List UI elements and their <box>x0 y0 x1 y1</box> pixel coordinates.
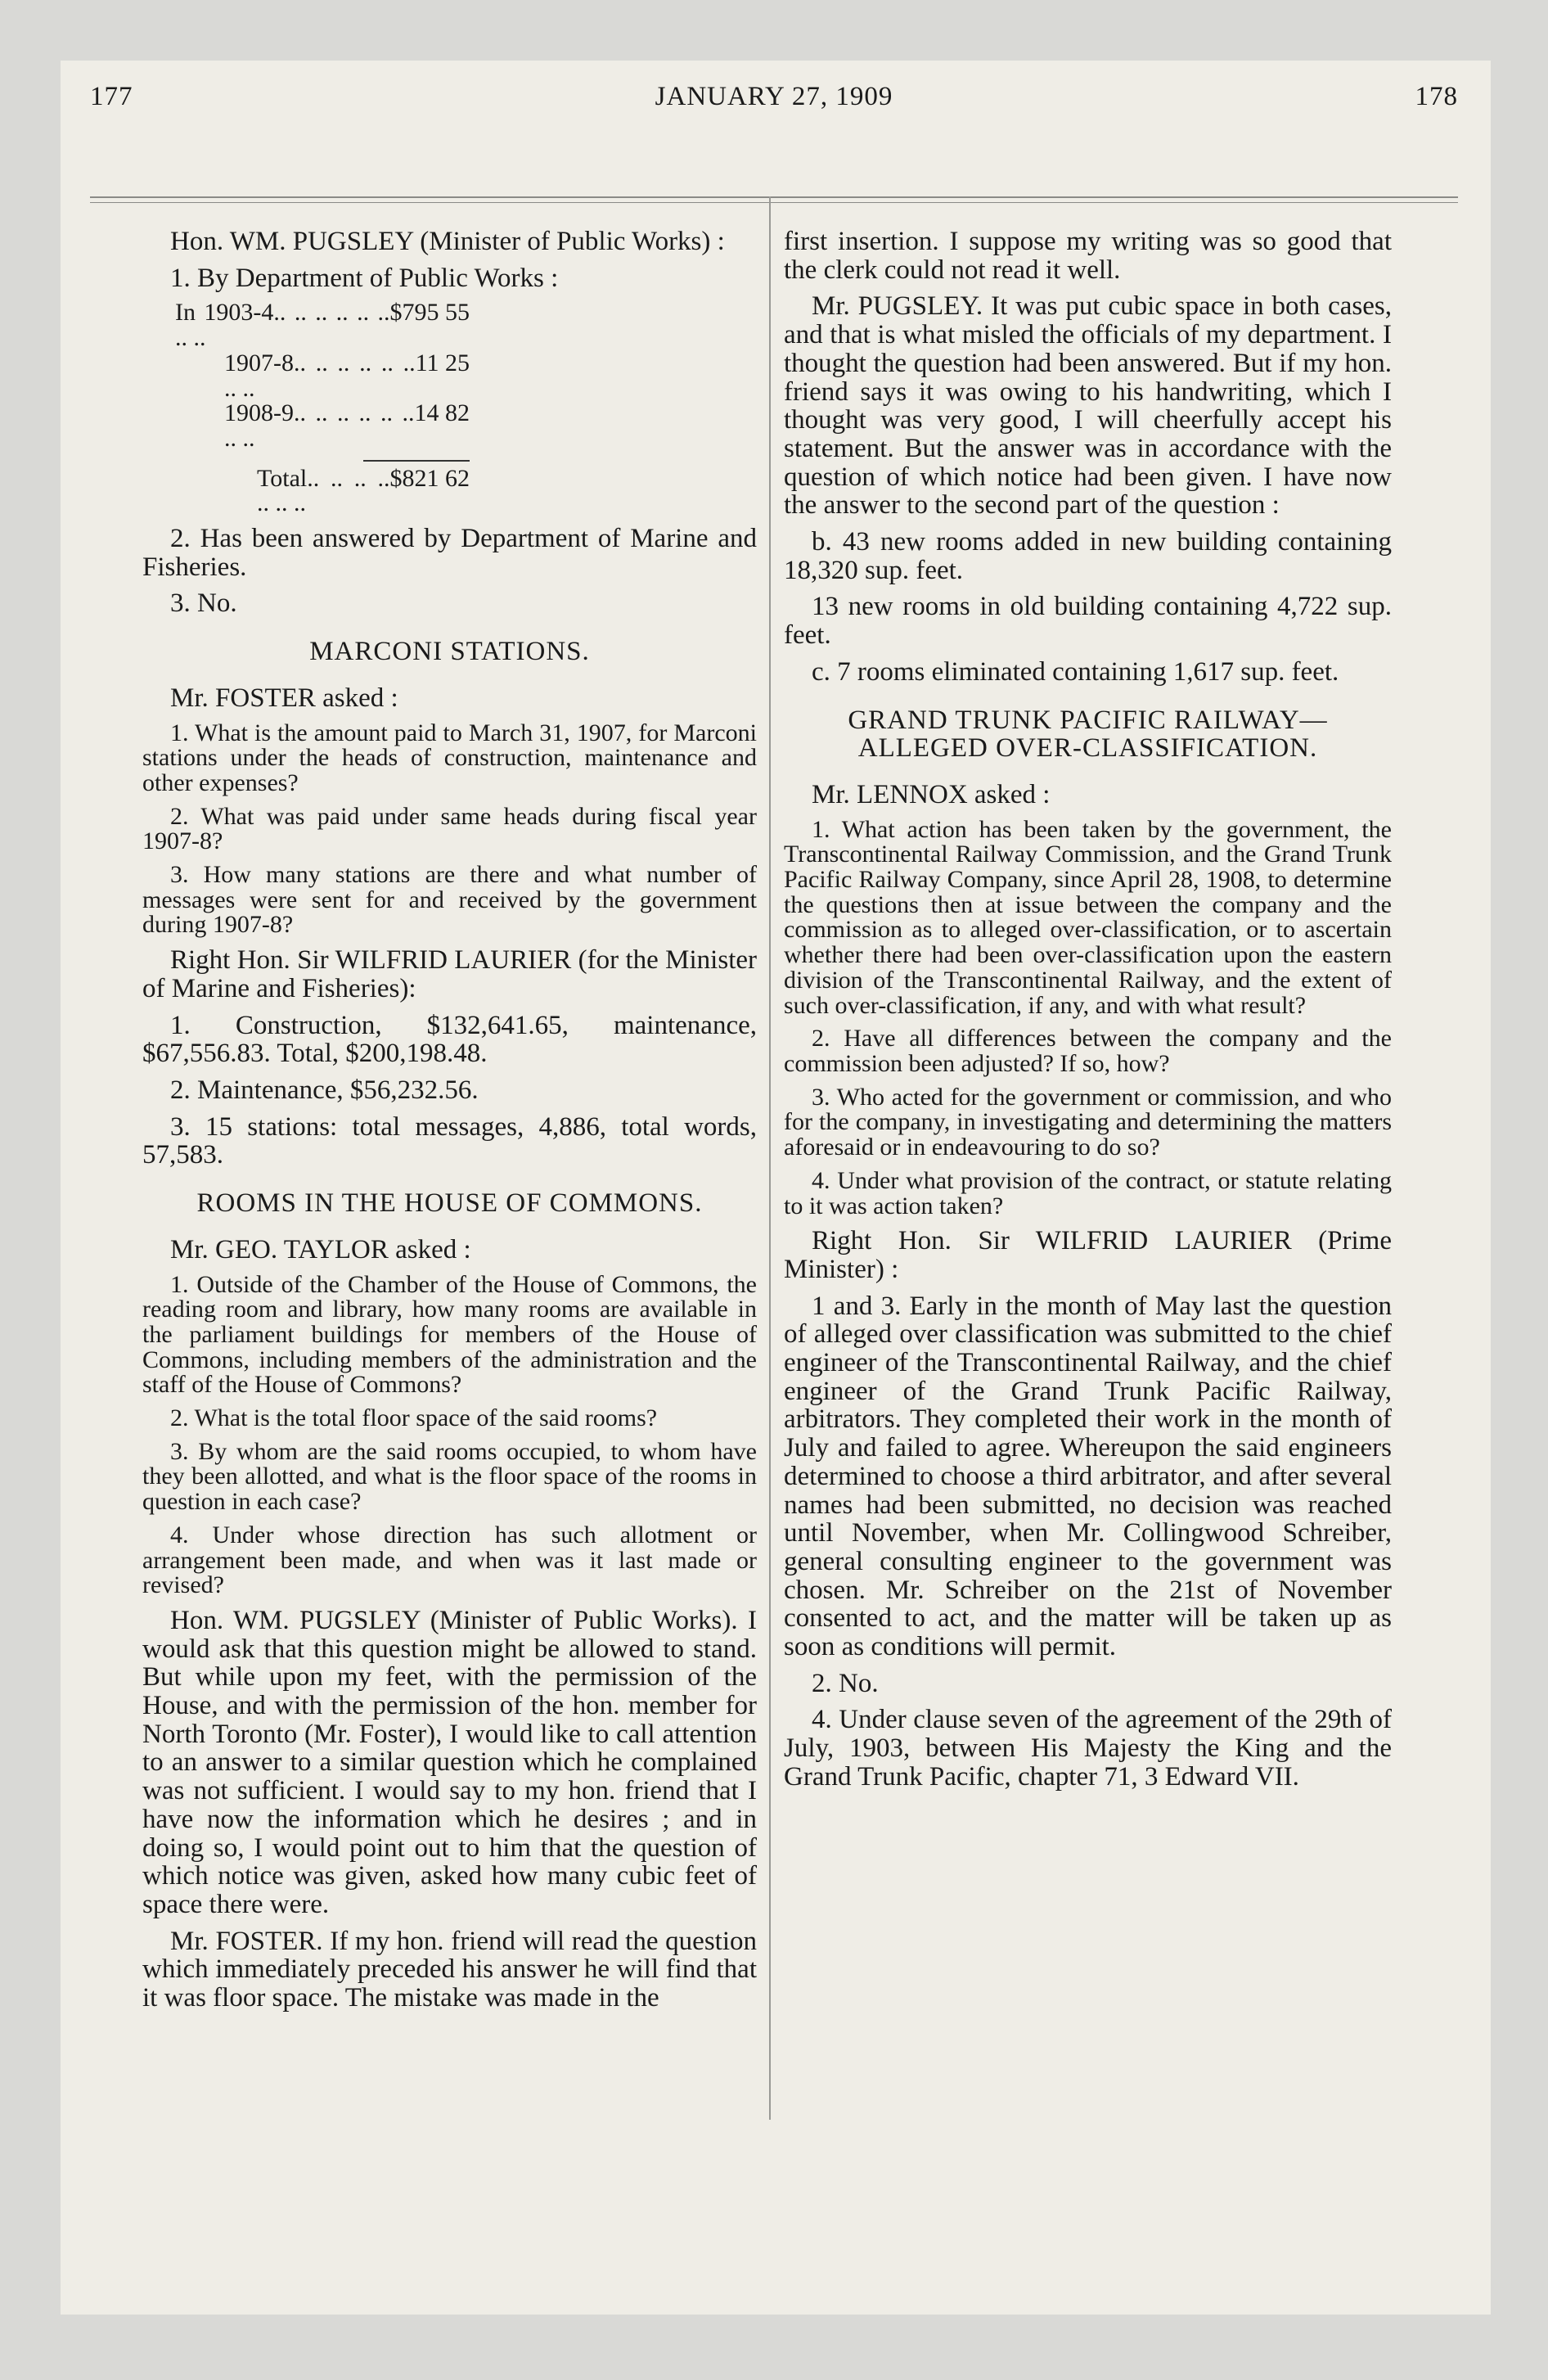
laurier-answer-intro: Right Hon. Sir WILFRID LAURIER (for the Minister of Marine and Fisheries): <box>142 945 757 1003</box>
gtp-question-1: 1. What action has been taken by the government, the Transcontinental Railway Commission, and the Grand Trunk Pacific Railway Company, since April 28, 1908, to determine the questions then at issue between the company and the commission as to alleged over-classification, or to ascertain whether there had been over-classification upon the eastern division of the Transcontinental Railway, and the extent of such over-classification, if any, and with what result? <box>784 815 1392 1019</box>
rooms-answer-c: c. 7 rooms eliminated containing 1,617 sup. feet. <box>812 656 1339 687</box>
pugsley-speech: Hon. WM. PUGSLEY (Minister of Public Works). I would ask that this question might be allowed to stand. But while upon my feet, with the permission of the House, and with the permission of the hon. member for North Toronto (Mr. Foster), I would like to call attention to an answer to a similar question which he complained was not sufficient. I would say to my hon. friend that I have now the information which he desires ; and in doing so, I would point out to him that the question of which notice was given, asked how many cubic feet of space there were. <box>142 1605 757 1919</box>
table-total-row: Total.. .. .. .. .. .. .. $821 62 <box>257 464 470 517</box>
marconi-question-1: 1. What is the amount paid to March 31, 1907, for Marconi stations under the heads of construction, maintenance and other expenses? <box>142 719 757 796</box>
lennox-asked: Mr. LENNOX asked : <box>812 779 1051 809</box>
marconi-answer-3: 3. 15 stations: total messages, 4,886, total words, 57,583. <box>142 1111 757 1170</box>
gtp-question-4: 4. Under what provision of the contract, or statute relating to it was action taken? <box>784 1166 1392 1219</box>
rooms-question-2: 2. What is the total floor space of the said rooms? <box>170 1404 658 1432</box>
answer-2: 2. Has been answered by Department of Marine and Fisheries. <box>142 524 757 582</box>
gtp-question-2: 2. Have all differences between the company and the commission been adjusted? If so, how? <box>784 1025 1392 1077</box>
left-column <box>142 228 757 2021</box>
public-works-line: 1. By Department of Public Works : <box>170 263 559 293</box>
pugsley-reply: Mr. PUGSLEY. It was put cubic space in both cases, and that is what misled the officials of my department. I thought the question had been answered. But if my hon. friend says it was owing to his handwriting, which I thought was very good, I will cheerfully accept his statement. But the answer was in accordance with the question of which notice had been given. I have now the answer to the second part of the question : <box>784 291 1392 521</box>
marconi-answer-2: 2. Maintenance, $56,232.56. <box>170 1075 479 1105</box>
heading-grand-trunk: GRAND TRUNK PACIFIC RAILWAY— ALLEGED OVER-CLASSIFICATION. <box>848 705 1328 764</box>
heading-marconi: MARCONI STATIONS. <box>309 637 590 667</box>
column-divider <box>769 196 771 2120</box>
header-rule <box>90 196 1458 198</box>
gtp-answer-4: 4. Under clause seven of the agreement of the 29th of July, 1903, between His Majesty the King and the Grand Trunk Pacific, chapter 71, 3 Edward VII. <box>784 1705 1392 1792</box>
page-number-left: 177 <box>90 82 133 111</box>
gtp-answer-1-3: 1 and 3. Early in the month of May last the question of alleged over classification was submitted to the chief engineer of the Transcontinental Railway, and the chief engineer of the Grand Trunk Pacific Railway, arbitrators. They completed their work in the month of July and failed to agree. Whereupon the said engineers determined to choose a third arbitrator, and after several names had been submitted, no decision was reached until November, when Mr. Collingwood Schreiber, general consulting engineer to the government was chosen. Mr. Schreiber on the 21st of November consented to act, and the matter will be taken up as soon as conditions will permit. <box>784 1291 1392 1662</box>
taylor-asked: Mr. GEO. TAYLOR asked : <box>170 1234 471 1264</box>
continuation-paragraph: first insertion. I suppose my writing was so good that the clerk could not read it well. <box>784 227 1392 285</box>
laurier-prime-minister-intro: Right Hon. Sir WILFRID LAURIER (Prime Minister) : <box>784 1226 1392 1284</box>
table-row: 1908-9.. .. .. .. .. .. .. .. 14 82 <box>224 399 470 452</box>
right-column <box>784 228 1392 1800</box>
page-date: JANUARY 27, 1909 <box>655 82 893 111</box>
rooms-answer-b2: 13 new rooms in old building containing 4,722 sup. feet. <box>784 592 1392 651</box>
header-rule-2 <box>90 202 1458 203</box>
rooms-question-3: 3. By whom are the said rooms occupied, to whom have they been allotted, and what is the floor space of the rooms in question in each case? <box>142 1437 757 1516</box>
page-header <box>90 82 1458 131</box>
marconi-question-2: 2. What was paid under same heads during fiscal year 1907-8? <box>142 802 757 855</box>
rooms-question-1: 1. Outside of the Chamber of the House of Commons, the reading room and library, how many rooms are available in the parliament buildings for members of the House of Commons, including members of the administration and the staff of the House of Commons? <box>142 1270 757 1399</box>
foster-asked: Mr. FOSTER asked : <box>170 683 398 713</box>
marconi-question-3: 3. How many stations are there and what number of messages were sent for and received by the government during 1907-8? <box>142 861 757 939</box>
rooms-answer-b: b. 43 new rooms added in new building containing 18,320 sup. feet. <box>784 527 1392 585</box>
rooms-question-4: 4. Under whose direction has such allotment or arrangement been made, and when was it last made or revised? <box>142 1521 757 1599</box>
pugsley-answer-intro: Hon. WM. PUGSLEY (Minister of Public Works) : <box>170 227 725 256</box>
foster-speech: Mr. FOSTER. If my hon. friend will read the question which immediately preceded his answer he will find that it was floor space. The mistake was made in the <box>142 1926 757 2013</box>
payments-table <box>175 300 470 516</box>
table-row: In 1903-4.. .. .. .. .. .. .. .. $795 55 <box>175 299 470 352</box>
heading-rooms: ROOMS IN THE HOUSE OF COMMONS. <box>196 1188 703 1219</box>
total-rule <box>363 460 470 462</box>
gtp-question-3: 3. Who acted for the government or commission, and who for the company, in investigating and determining the matters aforesaid or in endeavouring to do so? <box>784 1083 1392 1161</box>
answer-3: 3. No. <box>170 588 237 619</box>
marconi-answer-1: 1. Construction, $132,641.65, maintenance, $67,556.83. Total, $200,198.48. <box>142 1010 757 1069</box>
page-number-right: 178 <box>1415 82 1458 111</box>
table-row: 1907-8.. .. .. .. .. .. .. .. 11 25 <box>224 349 470 402</box>
gtp-answer-2: 2. No. <box>812 1668 879 1698</box>
